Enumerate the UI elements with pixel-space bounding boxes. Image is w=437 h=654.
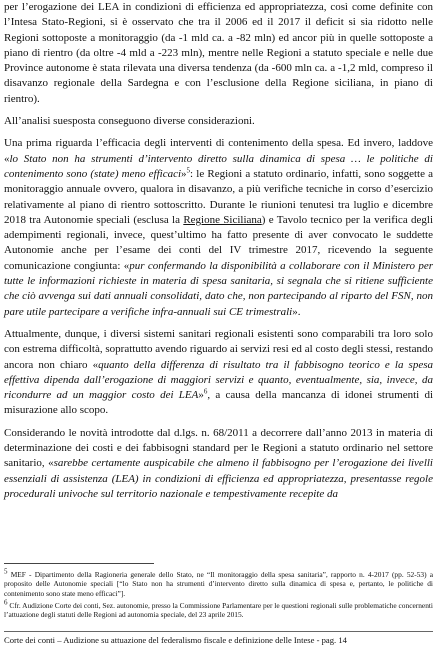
text-run: : le Regioni a statuto ordinario, infatti, sono soggette a monitoraggio annuale ovvero, qualora in disavanzo, a più verifiche tecniche in corso d’esercizio relativamente al piano di rientro sottoscritto. Durante le riunioni tenutesi tra luglio e dicembre 2018 tra Autonomie speciali (esclusa la <box>4 167 434 226</box>
page-footer: Corte dei conti – Audizione su attuazione del federalismo fiscale e definizione delle Intese - pag. 14 <box>4 635 347 645</box>
italic-quote: sarebbe certamente auspicabile che almeno il fabbisogno per l’erogazione dei livelli essenziali di assistenza (LEA) in condizioni di efficienza ed appropriatezza, presentasse regole procedurali univoche sul territorio nazionale e tempestivamente recepite da <box>4 457 433 500</box>
footnote-text: MEF - Dipartimento della Ragioneria generale dello Stato, ne “Il monitoraggio della spesa sanitaria”, rapporto n. 4-2017 (pp. 52-53) a proposito delle Autonomie speciali [“lo Stato non ha strumenti d’intervento diretto sulla dinamica di spesa e, pertanto, le politiche di contenimento sono state meno efficaci”]. <box>4 570 433 598</box>
footnotes <box>4 567 433 622</box>
paragraph-lea-deficit: per l’erogazione dei LEA in condizioni di efficienza ed appropriatezza, così come definite con l’Intesa Stato-Regioni, si è osservato che tra il 2006 ed il 2017 il deficit si sia ridotto nelle Regioni sottoposte a monitoraggio (da -1 mld ca. a -82 mln) ed ancor più in quelle sottoposte a piano di rientro (da oltre -4 mld a -223 mln), mentre nelle Regioni a statuto speciale e nelle due Province autonome è stata rilevata una diversa tendenza (da -600 mln ca. a -1,2 mld, compreso il disavanzo regionale della Sardegna e con l’esclusione della Regione siciliana, in piano di rientro). <box>4 1 433 105</box>
italic-quote: lo Stato non ha strumenti d’intervento diretto sulla dinamica di spesa … le politiche di contenimento sono (state) meno efficaci <box>4 152 433 180</box>
text-run: Attualmente, dunque, i diversi sistemi sanitari regionali esistenti sono comparabili tra loro solo con estrema difficoltà, soprattutto avendo riguardo ai servizi resi ed al costo degli stessi, restando ancora non chiaro « <box>4 327 433 371</box>
footnote-number: 5 <box>4 567 8 576</box>
text-run: ) e Tavolo tecnico per la verifica degli adempimenti regionali, invece, quest’ultimo ha fatto presente di aver convocato le suddette Autonomie anche per l’esame dei conti del IV trimestre 2017, ricevendo la seguente comunicazione congiunta: « <box>4 213 434 272</box>
italic-quote: pur confermando la disponibilità a collaborare con il Ministero per tutte le informazioni richieste in materia di spesa sanitaria, si segnala che si ritiene sufficiente che ciò avvenga sui dati annuali consolidati, dato che, non partecipando al riparto del FSN, non pare utile partecipare a verifiche infra-annuali sui CE trimestrali <box>4 259 433 318</box>
footnote-5 <box>4 567 433 598</box>
footer-divider <box>4 631 433 632</box>
footnote-ref-5[interactable]: 5 <box>186 166 191 175</box>
text-run: ». <box>292 305 301 318</box>
footnote-text: Cfr. Audizione Corte dei conti, Sez. autonomie, presso la Commissione Parlamentare per le questioni regionali sulle problematiche concernenti l’attuazione degli statuti delle Regioni ad autonomia speciale, del 23 aprile 2015. <box>4 600 433 620</box>
text-run: » <box>198 389 204 402</box>
text-run: , a causa della mancanza di idonei strumenti di misurazione allo scopo. <box>4 389 434 417</box>
text-run: » <box>181 167 187 180</box>
paragraph-comparability <box>4 327 433 419</box>
body-text <box>4 0 433 509</box>
text-run: Considerando le novità introdotte dal d.lgs. n. 68/2011 a decorrere dall’anno 2013 in materia di determinazione dei costi e dei fabbisogni standard per le Regioni a statuto ordinario nel settore sanitario, « <box>4 426 433 470</box>
footnote-number: 6 <box>4 598 8 607</box>
italic-quote: quanto della differenza di risultato tra il fabbisogno teorico e la spesa effettiva dipenda dall’erogazione di maggiori servizi e quanto, eventualmente, sia, invece, da ricondurre ad un maggior costo dei LEA <box>4 358 433 402</box>
paragraph-considerations: All’analisi suesposta conseguono diverse considerazioni. <box>4 115 255 128</box>
footnote-divider <box>4 563 154 564</box>
footnote-6 <box>4 598 433 620</box>
paragraph-efficacy <box>4 136 433 320</box>
underlined-term: Regione Siciliana <box>183 213 262 226</box>
paragraph-standard-costs <box>4 426 433 502</box>
footnote-ref-6[interactable]: 6 <box>203 387 208 396</box>
text-run: Una prima riguarda l’efficacia degli interventi di contenimento della spesa. Ed invero, laddove « <box>4 137 433 165</box>
